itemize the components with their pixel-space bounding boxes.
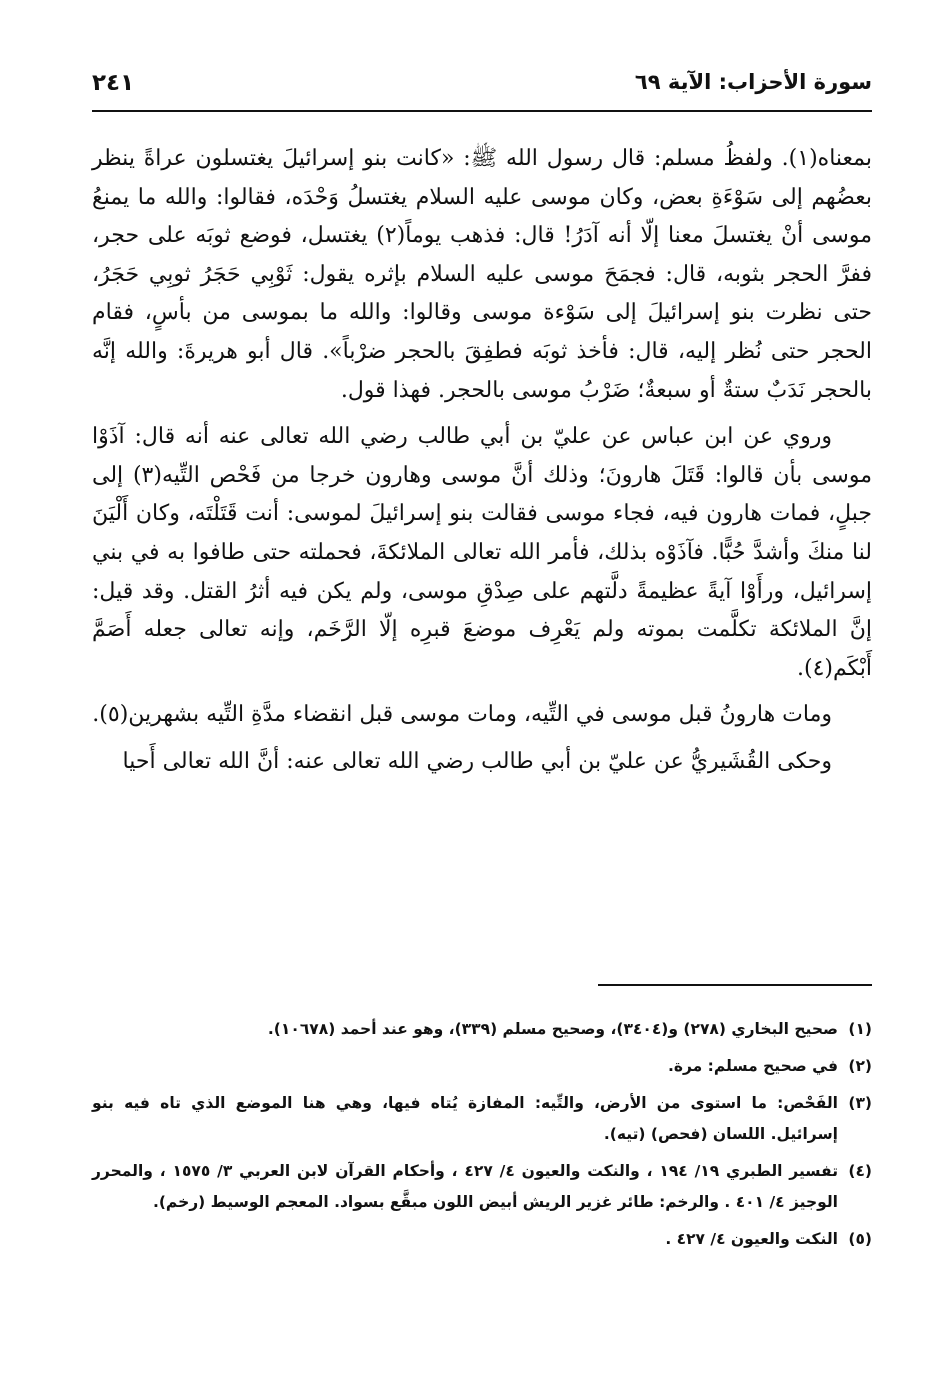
- footnote-separator: [598, 984, 872, 986]
- paragraph: بمعناه(١). ولفظُ مسلم: قال رسول الله ﷺ: «كانت بنو إسرائيلَ يغتسلون عراةً ينظر بعضُهم إلى سَوْءَةِ بعض، وكان موسى عليه السلام يغتسلُ وَحْدَه، فقالوا: والله ما يمنعُ موسى أنْ يغتسلَ معنا إلّا أنه آدَرُ! قال: فذهب يوماً(٢) يغتسل، فوضع ثوبَه على حجر، ففرَّ الحجر بثوبه، قال: فجمَحَ موسى عليه السلام بإثره يقول: ثَوْبِي حَجَرُ ثوبِي حَجَرُ، حتى نظرت بنو إسرائيلَ إلى سَوْءة موسى وقالوا: والله ما بموسى من بأسٍ، فقام الحجر حتى نُظر إليه، قال: فأخذ ثوبَه فطفِقَ بالحجر ضرْباً». قال أبو هريرةَ: والله إنَّه بالحجر نَدَبٌ ستةٌ أو سبعةٌ؛ ضَرْبُ موسى بالحجر. فهذا قول.: [92, 146, 872, 403]
- footnote-number: (٤): [848, 1162, 872, 1180]
- footnote: [92, 1051, 872, 1082]
- footnote-text: الفَحْص: ما استوى من الأرض، والتِّيه: المفازة يُتاه فيها، وهي هنا الموضع الذي تاه فيه بنو إسرائيل. اللسان (فحص) (تيه).: [92, 1094, 838, 1143]
- footnote-text: النكت والعيون ٤/ ٤٢٧ .: [665, 1230, 838, 1248]
- footnote-number: (٣): [848, 1094, 872, 1112]
- footnote: [92, 1156, 872, 1218]
- header-rule: [92, 110, 872, 112]
- footnote-text: في صحيح مسلم: مرة.: [668, 1057, 838, 1075]
- footnote: [92, 1224, 872, 1255]
- main-text: [92, 140, 872, 782]
- paragraph: ومات هارونُ قبل موسى في التِّيه، ومات موسى قبل انقضاء مدَّةِ التِّيه بشهرين(٥).: [92, 702, 832, 728]
- page-header: [92, 68, 872, 108]
- footnote-number: (٢): [848, 1057, 872, 1075]
- paragraph: وحكى القُشَيريُّ عن عليّ بن أبي طالب رضي الله تعالى عنه: أنَّ الله تعالى أَحيا: [122, 748, 832, 774]
- footnote: [92, 1088, 872, 1150]
- paragraph: وروي عن ابن عباس عن عليّ بن أبي طالب رضي الله تعالى عنه أنه قال: آذَوْا موسى بأن قالوا: قَتَلَ هارونَ؛ وذلك أنَّ موسى وهارون خرجا من فَحْص التِّيه(٣) إلى جبلٍ، فمات هارون فيه، فجاء موسى فقالت بنو إسرائيلَ لموسى: أنت قَتَلْتَه، وكان أَلْيَنَ لنا منكَ وأشدَّ حُبًّا. فآذَوْه بذلك، فأمر الله تعالى الملائكةَ، فحملته حتى طافوا به في بني إسرائيل، ورأَوْا آيةً عظيمةً دلَّتهم على صِدْقِ موسى، ولم يكن فيه أثرُ القتل. وقد قيل: إنَّ الملائكة تكلَّمت بموته ولم يَعْرِف موضعَ قبرِه إلّا الرَّخَم، وإنه تعالى جعله أَصَمَّ أَبْكَم(٤).: [92, 424, 872, 681]
- footnote-text: صحيح البخاري (٢٧٨) و(٣٤٠٤)، وصحيح مسلم (٣٣٩)، وهو عند أحمد (١٠٦٧٨).: [267, 1020, 838, 1038]
- footnote: [92, 1014, 872, 1045]
- footnotes: [92, 1014, 872, 1261]
- page-number: ٢٤١: [92, 70, 135, 96]
- footnote-number: (١): [848, 1020, 872, 1038]
- footnote-text: تفسير الطبري ١٩/ ١٩٤ ، والنكت والعيون ٤/ ٤٢٧ ، وأحكام القرآن لابن العربي ٣/ ١٥٧٥ ، والمحرر الوجيز ٤/ ٤٠١ . والرخم: طائر غزير الريش أبيض اللون مبقَّع بسواد. المعجم الوسيط (رخم).: [92, 1162, 839, 1211]
- footnote-number: (٥): [848, 1230, 872, 1248]
- running-title: سورة الأحزاب: الآية ٦٩: [634, 70, 872, 94]
